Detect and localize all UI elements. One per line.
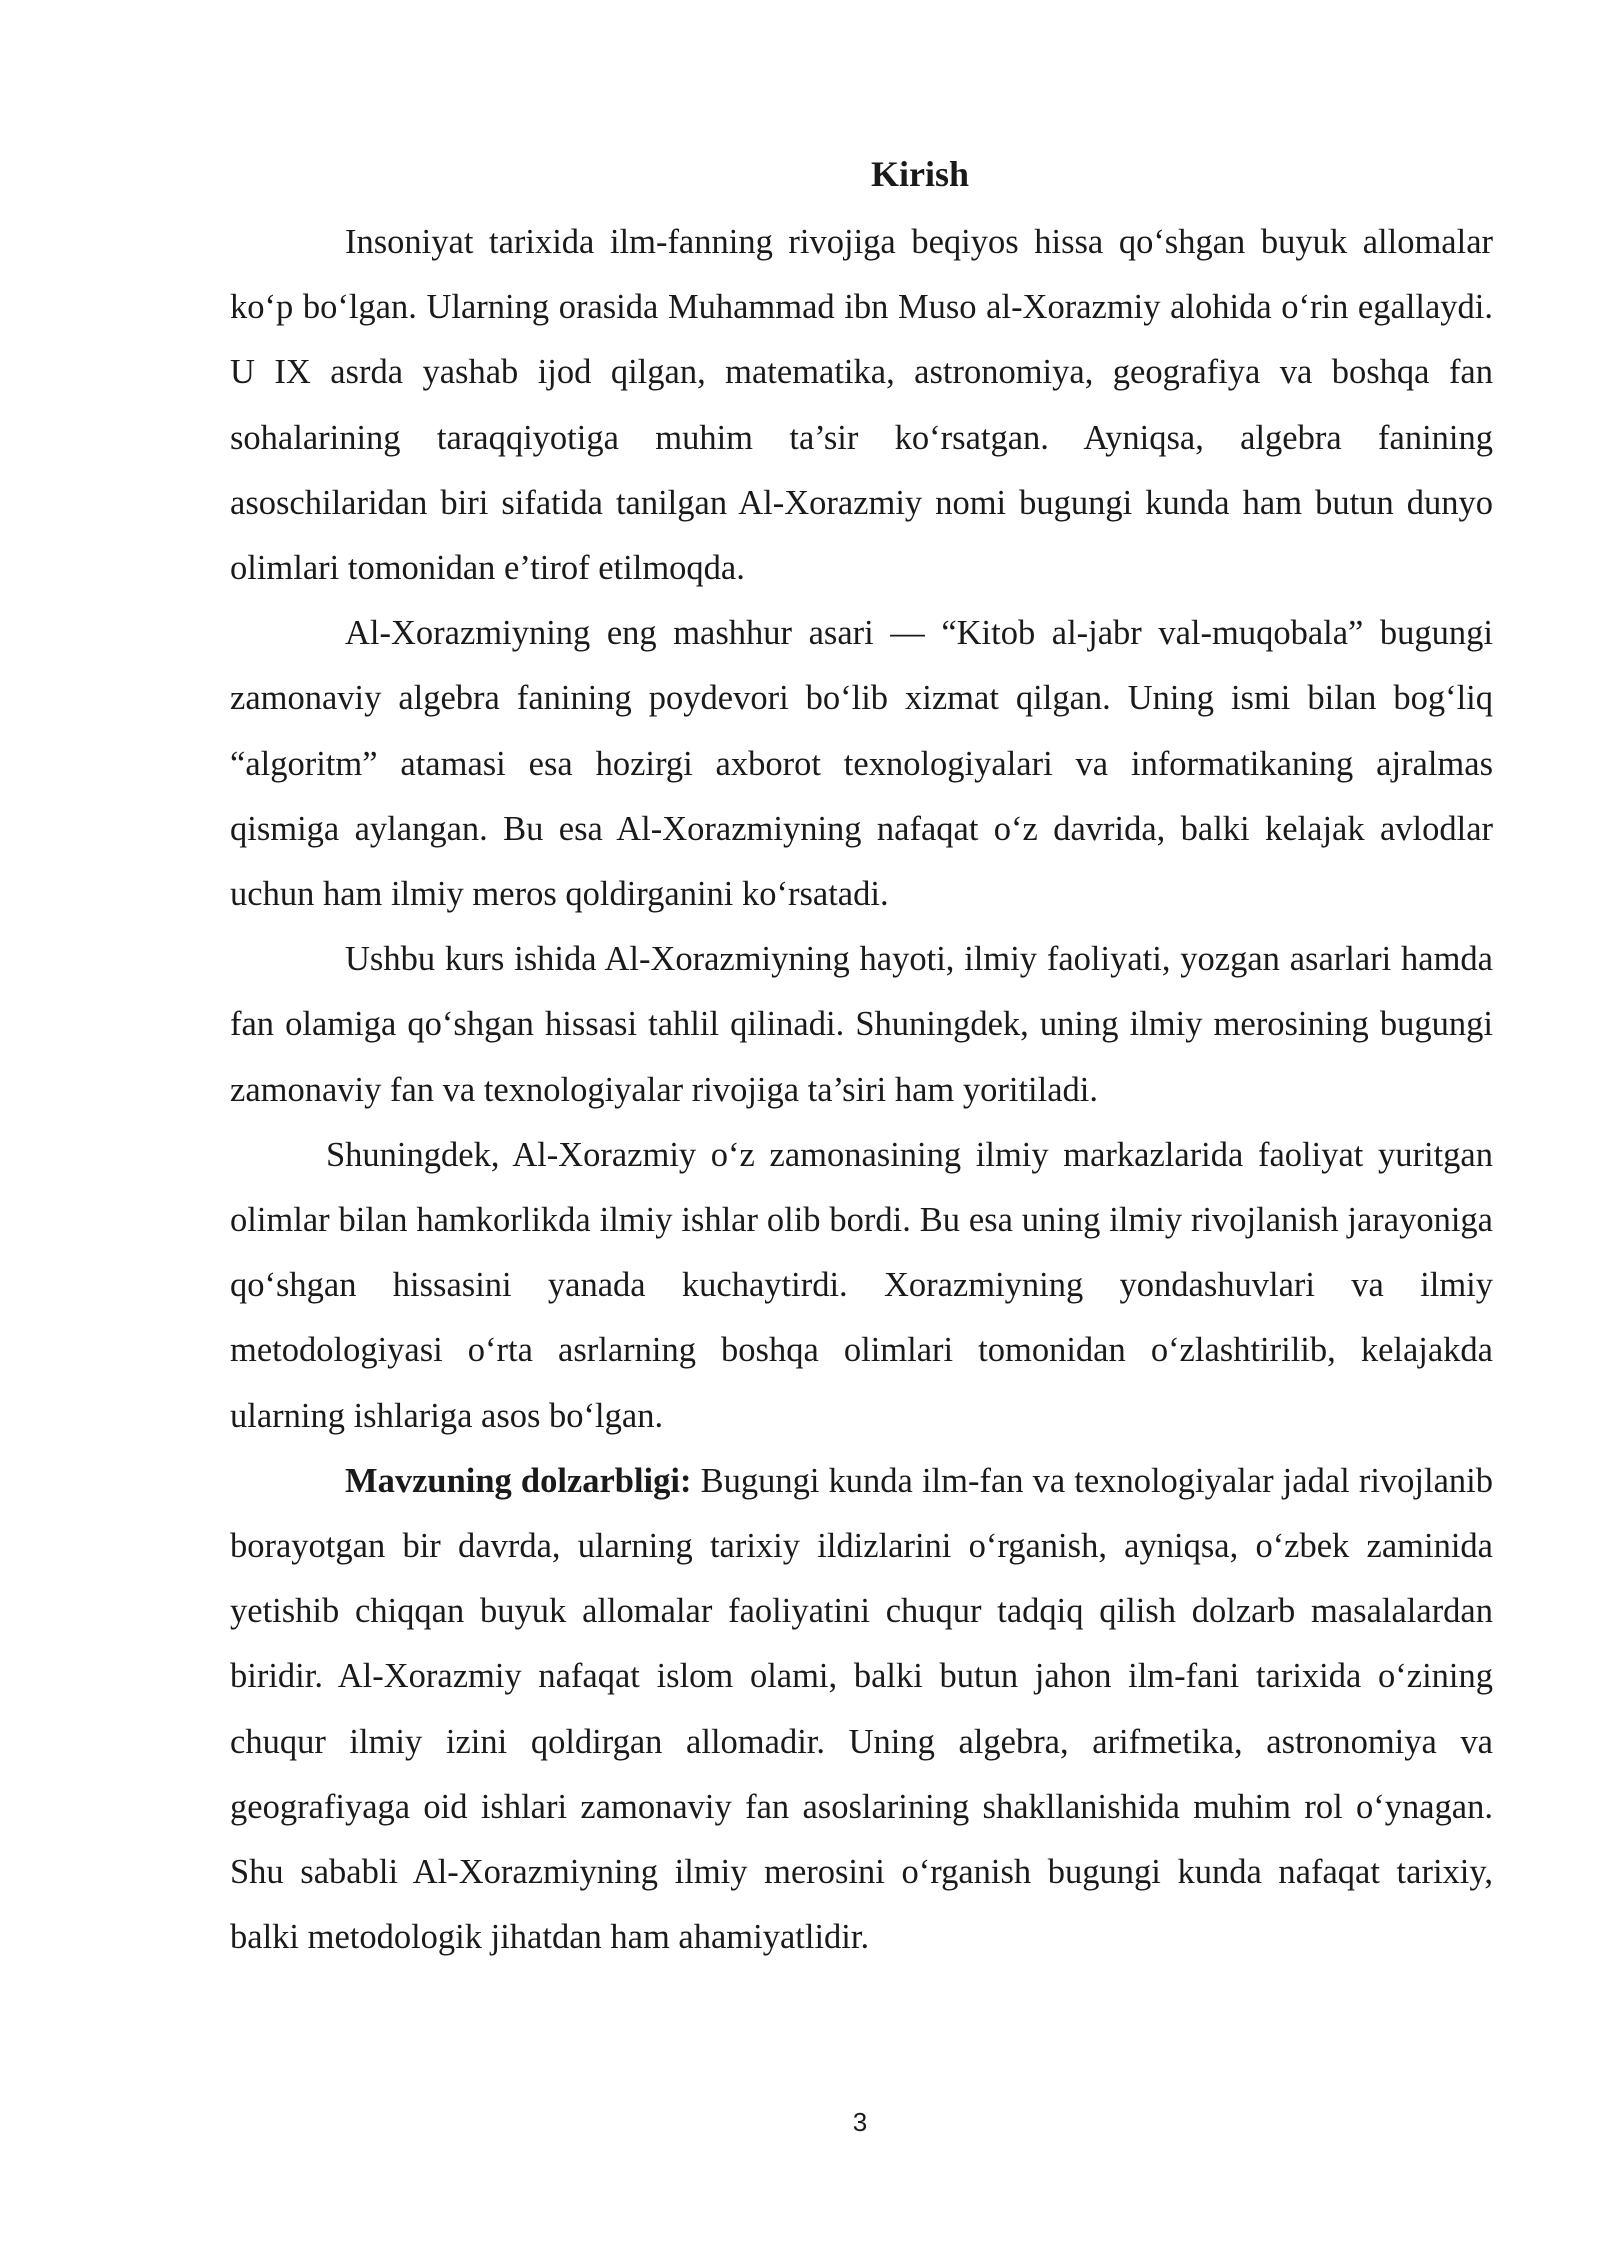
paragraph-intro: Insoniyat tarixida ilm-fanning rivojiga beqiyos hissa qo‘shgan buyuk allomalar ko‘p bo‘lgan. Ularning orasida Muhammad ibn Muso al-Xorazmiy alohida o‘rin egallaydi. U IX asrda yashab ijod qilgan, matematika, astronomiya, geografiya va boshqa fan sohalarining taraqqiyotiga muhim ta’sir ko‘rsatgan. Ayniqsa, algebra fanining asoschilaridan biri sifatida tanilgan Al-Xorazmiy nomi bugungi kunda ham butun dunyo olimlari tomonidan e’tirof etilmoqda. xyxy=(230,223,1493,588)
page-number: 3 xyxy=(852,2107,868,2137)
relevance-heading: Mavzuning dolzarbligi: xyxy=(345,1461,692,1500)
body-text xyxy=(230,210,1493,1970)
paragraph-relevance xyxy=(230,1449,1493,1971)
paragraph-course-scope: Ushbu kurs ishida Al-Xorazmiyning hayoti, ilmiy faoliyati, yozgan asarlari hamda fan olamiga qo‘shgan hissasi tahlil qilinadi. Shuningdek, uning ilmiy merosining bugungi zamonaviy fan va texnologiyalar rivojiga ta’siri ham yoritiladi. xyxy=(230,940,1493,1109)
relevance-text: Bugungi kunda ilm-fan va texnologiyalar jadal rivojlanib borayotgan bir davrda, ularning tarixiy ildizlarini o‘rganish, ayniqsa, o‘zbek zaminida yetishib chiqqan buyuk allomalar faoliyatini chuqur tadqiq qilish dolzarb masalalardan biridir. Al-Xorazmiy nafaqat islom olami, balki butun jahon ilm-fani tarixida o‘zining chuqur ilmiy izini qoldirgan allomadir. Uning algebra, arifmetika, astronomiya va geografiyaga oid ishlari zamonaviy fan asoslarining shakllanishida muhim rol o‘ynagan. Shu sababli Al-Xorazmiyning ilmiy merosini o‘rganish bugungi kunda nafaqat tarixiy, balki metodologik jihatdan ham ahamiyatlidir. xyxy=(230,1461,1493,1957)
paragraph-collaboration: Shuningdek, Al-Xorazmiy o‘z zamonasining ilmiy markazlarida faoliyat yuritgan olimlar bilan hamkorlikda ilmiy ishlar olib bordi. Bu esa uning ilmiy rivojlanish jarayoniga qo‘shgan hissasini yanada kuchaytirdi. Xorazmiyning yondashuvlari va ilmiy metodologiyasi o‘rta asrlarning boshqa olimlari tomonidan o‘zlashtirilib, kelajakda ularning ishlariga asos bo‘lgan. xyxy=(230,1135,1493,1435)
section-title: Kirish xyxy=(870,154,969,194)
paragraph-main-work: Al-Xorazmiyning eng mashhur asari — “Kitob al-jabr val-muqobala” bugungi zamonaviy algebra fanining poydevori bo‘lib xizmat qilgan. Uning ismi bilan bog‘liq “algoritm” atamasi esa hozirgi axborot texnologiyalari va informatikaning ajralmas qismiga aylangan. Bu esa Al-Xorazmiyning nafaqat o‘z davrida, balki kelajak avlodlar uchun ham ilmiy meros qoldirganini ko‘rsatadi. xyxy=(230,614,1493,914)
